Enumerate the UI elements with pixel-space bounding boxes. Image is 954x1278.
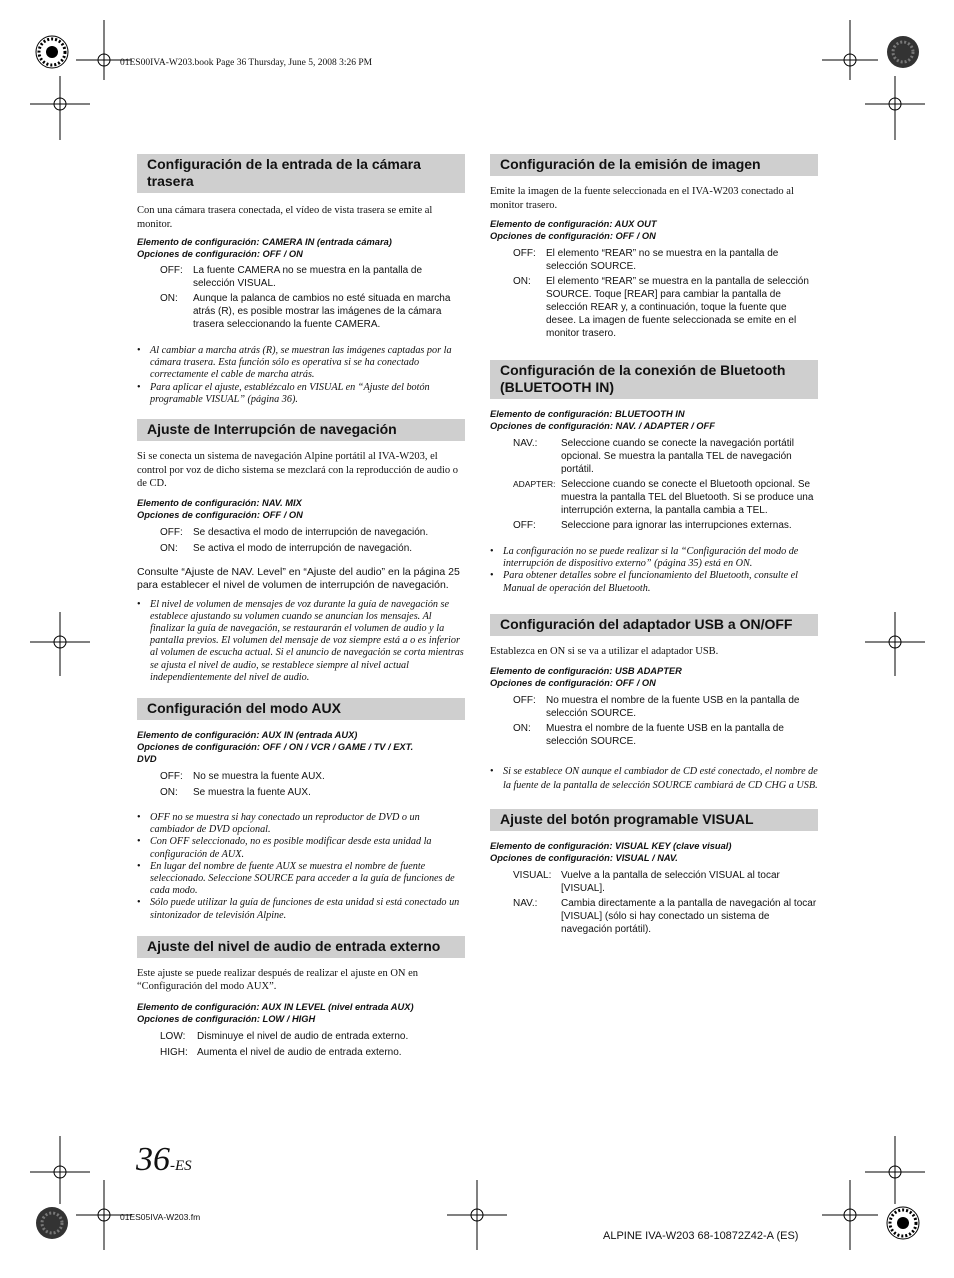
config-item: Elemento de configuración: VISUAL KEY (clave visual) — [490, 841, 732, 852]
left-column — [137, 154, 465, 1059]
config-options: Opciones de configuración: OFF / ON — [137, 249, 303, 259]
config-item: Elemento de configuración: USB ADAPTER — [490, 666, 682, 677]
option-list — [137, 770, 465, 799]
option-list — [490, 869, 818, 936]
option-key: OFF: — [513, 248, 536, 259]
option-text: Seleccione para ignorar las interrupciones externas. — [561, 520, 792, 531]
option-row — [490, 437, 818, 476]
option-text: El elemento “REAR” no se muestra en la pantalla de selección SOURCE. — [546, 248, 779, 272]
option-key: OFF: — [160, 526, 183, 538]
option-key: LOW: — [160, 1030, 186, 1042]
option-text: Se muestra la fuente AUX. — [193, 786, 311, 798]
note-item: • Al cambiar a marcha atrás (R), se muestran las imágenes captadas por la cámara trasera. Esta función sólo es operativa si se ha conectado correctamente el cable de marcha atrás. — [137, 345, 452, 381]
note-item: • Con OFF seleccionado, no es posible modificar desde esta unidad la configuración de AUX. — [137, 836, 432, 860]
file-footer: 01ES05IVA-W203.fm — [120, 1212, 201, 1222]
file-header: 01ES00IVA-W203.book Page 36 Thursday, June 5, 2008 3:26 PM — [120, 58, 373, 68]
section-heading: Ajuste de Interrupción de navegación — [137, 419, 465, 441]
config-item: Elemento de configuración: NAV. MIX — [137, 497, 302, 508]
config-item: Elemento de configuración: BLUETOOTH IN — [490, 409, 685, 419]
option-text: La fuente CAMERA no se muestra en la pantalla de selección VISUAL. — [193, 265, 423, 289]
option-text: Vuelve a la pantalla de selección VISUAL al tocar [VISUAL]. — [561, 870, 780, 895]
section-heading: Configuración de la conexión de Bluetooth (BLUETOOTH IN) — [490, 360, 818, 399]
option-text: Seleccione cuando se conecte el Bluetooth opcional. Se muestra la pantalla TEL del Bluetooth. Si se produce una interrupción externa, la pantalla cambia a TEL. — [561, 479, 814, 516]
config-item: Elemento de configuración: CAMERA IN (entrada cámara) — [137, 237, 392, 247]
option-text: No se muestra la fuente AUX. — [193, 770, 325, 782]
option-row — [137, 264, 465, 290]
option-key: ON: — [160, 542, 178, 554]
option-row — [137, 1030, 465, 1043]
page-number-suffix: -ES — [170, 1158, 192, 1174]
option-row — [490, 694, 818, 720]
option-row — [137, 786, 465, 799]
option-row — [490, 722, 818, 748]
option-text: Aumenta el nivel de audio de entrada externo. — [197, 1046, 402, 1058]
config-item: Elemento de configuración: AUX IN (entrada AUX) — [137, 729, 358, 740]
option-list — [490, 247, 818, 340]
config-item: Elemento de configuración: AUX IN LEVEL (nivel entrada AUX) — [137, 1001, 414, 1012]
section-heading: Configuración de la emisión de imagen — [490, 154, 818, 176]
option-row — [490, 247, 818, 273]
section-intro: Si se conecta un sistema de navegación Alpine portátil al IVA-W203, el control por voz de dicho sistema se mezclará con la reproducción de audio o de CD. — [137, 451, 459, 490]
section-heading: Configuración del modo AUX — [137, 698, 465, 720]
option-row — [137, 292, 465, 331]
option-text: Disminuye el nivel de audio de entrada externo. — [197, 1030, 409, 1042]
option-key: NAV.: — [513, 438, 538, 449]
option-row — [490, 869, 818, 895]
section-heading: Configuración del adaptador USB a ON/OFF — [490, 614, 818, 636]
config-options: Opciones de configuración: VISUAL / NAV. — [490, 853, 678, 864]
option-text: Muestra el nombre de la fuente USB en la pantalla de selección SOURCE. — [546, 723, 784, 748]
option-text: Cambia directamente a la pantalla de navegación al tocar [VISUAL] (sólo si hay conectado un sistema de navegación portátil). — [561, 898, 817, 936]
option-list — [490, 437, 818, 532]
option-row — [137, 526, 465, 539]
option-row — [137, 770, 465, 783]
note-item: • Para obtener detalles sobre el funcionamiento del Bluetooth, consulte el Manual de operación del Bluetooth. — [490, 570, 798, 594]
option-row — [490, 478, 818, 517]
config-options: Opciones de configuración: OFF / ON — [490, 678, 656, 689]
section-intro: Con una cámara trasera conectada, el vídeo de vista trasera se emite al monitor. — [137, 205, 433, 230]
model-code: ALPINE IVA-W203 68-10872Z42-A (ES) — [603, 1230, 799, 1242]
notes-list — [137, 345, 465, 406]
section-heading: Configuración de la entrada de la cámara trasera — [137, 154, 465, 193]
option-text: Se desactiva el modo de interrupción de navegación. — [193, 526, 429, 538]
notes-list — [490, 765, 818, 792]
note-item: • Sólo puede utilizar la guía de funciones de esta unidad si está conectado un sintonizador de televisión Alpine. — [137, 897, 460, 921]
note-item: • El nivel de volumen de mensajes de voz durante la guía de navegación se establece ajustando su volumen cuando se anuncian los mensajes. Al finalizar la guía de navegación, se restaurarán el volumen de audio y la pantalla previos. El volumen del mensaje de voz siempre está a o es inferior al volumen de escucha actual. Si el anuncio de navegación se corta mientras se ajusta el nivel de audio, se restablece siempre al nivel actual independientemente del nivel de audio. — [137, 598, 464, 683]
option-list — [137, 264, 465, 331]
config-options: Opciones de configuración: NAV. / ADAPTER / OFF — [490, 421, 715, 431]
right-column — [490, 154, 818, 936]
config-options: Opciones de configuración: LOW / HIGH — [137, 1013, 316, 1024]
option-row — [137, 542, 465, 555]
section-heading: Ajuste del nivel de audio de entrada externo — [137, 936, 465, 958]
option-key: OFF: — [160, 770, 183, 782]
page-number — [136, 1140, 192, 1186]
page-number-value: 36 — [136, 1141, 170, 1178]
option-key: ON: — [513, 276, 531, 287]
option-text: Aunque la palanca de cambios no esté situada en marcha atrás (R), es posible mostrar las imágenes de la cámara trasera seleccionando la fuente CAMERA. — [193, 293, 451, 330]
option-text: El elemento “REAR” se muestra en la pantalla de selección SOURCE. Toque [REAR] para cambiar la pantalla de selección REAR y, a continuación, toque la fuente que desee. La imagen de fuente seleccionada se emite en el monitor trasero. — [546, 276, 809, 339]
note-item: • Si se establece ON aunque el cambiador de CD esté conectado, el nombre de la fuente de la pantalla de selección SOURCE cambiará de CD CHG a USB. — [490, 766, 818, 791]
option-row — [137, 1046, 465, 1059]
option-list — [490, 694, 818, 748]
option-row — [490, 519, 818, 532]
note-item: • La configuración no se puede realizar si la “Configuración del modo de interrupción de dispositivo externo” (página 35) está en ON. — [490, 546, 799, 570]
section-intro: Este ajuste se puede realizar después de realizar el ajuste en ON en “Configuración del modo AUX”. — [137, 967, 419, 993]
option-key: ADAPTER: — [513, 479, 556, 489]
section-heading: Ajuste del botón programable VISUAL — [490, 809, 818, 831]
option-key: ON: — [160, 293, 178, 304]
notes-list — [137, 812, 465, 922]
note-item: • En lugar del nombre de fuente AUX se muestra el nombre de fuente seleccionado. Seleccione SOURCE para acceder a la guía de funciones de cada modo. — [137, 860, 455, 897]
option-key: OFF: — [160, 265, 183, 276]
config-item: Elemento de configuración: AUX OUT — [490, 219, 657, 229]
option-key: OFF: — [513, 520, 536, 531]
option-list — [137, 1030, 465, 1059]
option-row — [490, 897, 818, 936]
option-key: ON: — [513, 723, 531, 735]
config-options: Opciones de configuración: OFF / ON — [137, 509, 303, 520]
option-key: ON: — [160, 786, 178, 798]
notes-list — [137, 599, 465, 684]
option-key: NAV.: — [513, 898, 538, 910]
section-intro: Establezca en ON si se va a utilizar el adaptador USB. — [490, 645, 719, 657]
option-text: Seleccione cuando se conecte la navegación portátil opcional. Se muestra la pantalla TEL de navegación portátil. — [561, 438, 794, 475]
option-list — [137, 526, 465, 555]
note-item: • Para aplicar el ajuste, establézcalo en VISUAL en “Ajuste del botón programable VISUAL” (página 36). — [137, 381, 430, 405]
option-text: No muestra el nombre de la fuente USB en la pantalla de selección SOURCE. — [546, 695, 800, 720]
consult-note: Consulte “Ajuste de NAV. Level” en “Ajuste del audio” en la página 25 para establecer el nivel de volumen de interrupción de navegación. — [137, 565, 460, 592]
section-intro: Emite la imagen de la fuente seleccionada en el IVA-W203 conectado al monitor trasero. — [490, 186, 794, 211]
note-item: • OFF no se muestra si hay conectado un reproductor de DVD o un cambiador de DVD opcional. — [137, 811, 420, 836]
config-options: Opciones de configuración: OFF / ON — [490, 231, 656, 241]
config-options: Opciones de configuración: OFF / ON / VCR / GAME / TV / EXT. DVD — [137, 741, 414, 764]
option-key: OFF: — [513, 695, 536, 707]
option-row — [490, 275, 818, 340]
option-key: HIGH: — [160, 1046, 188, 1058]
option-text: Se activa el modo de interrupción de navegación. — [193, 542, 413, 554]
option-key: VISUAL: — [513, 870, 552, 882]
notes-list — [490, 546, 818, 595]
